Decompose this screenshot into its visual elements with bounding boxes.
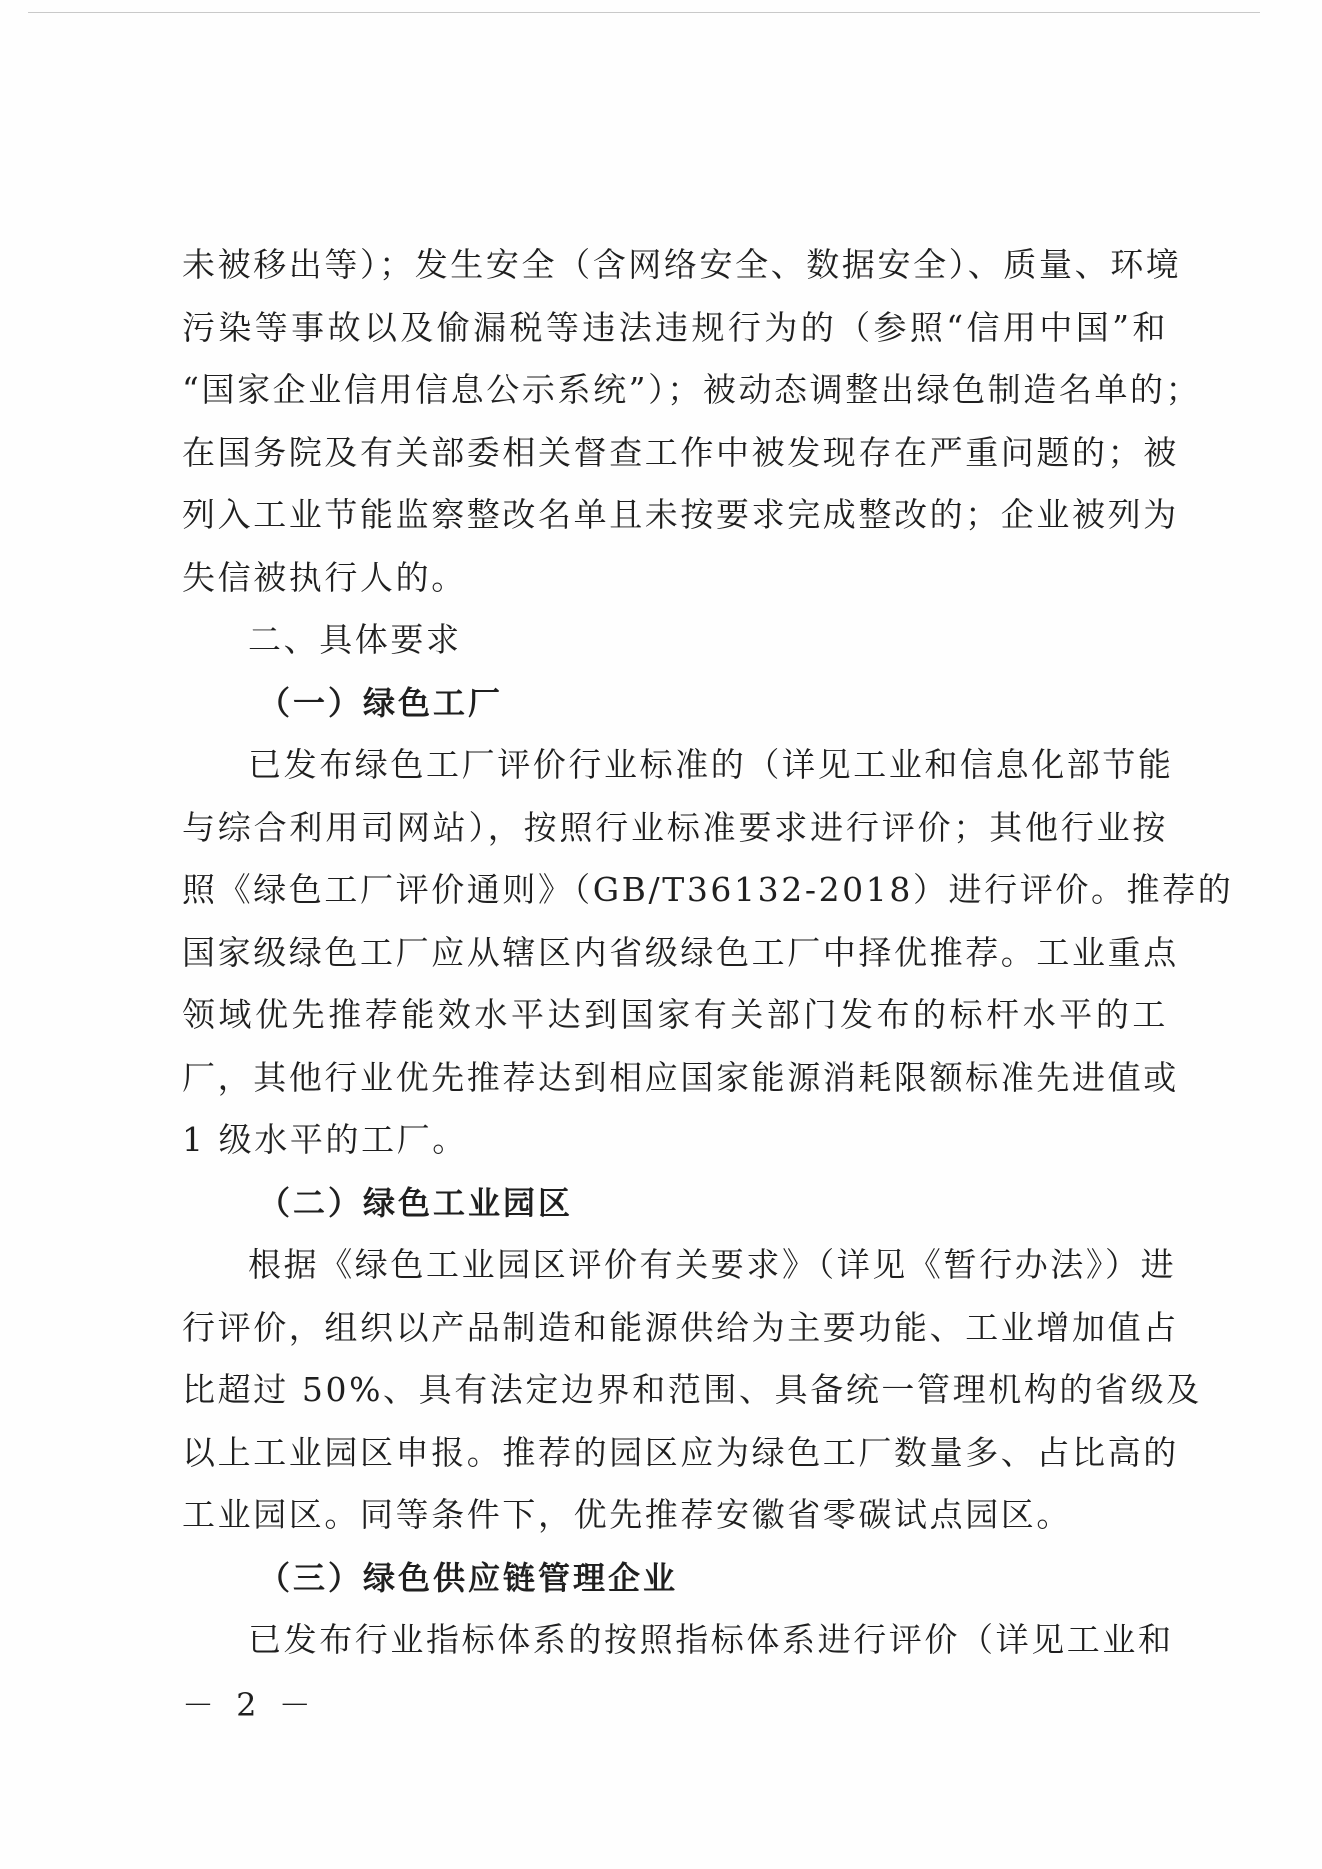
paragraph-line: 行评价，组织以产品制造和能源供给为主要功能、工业增加值占 (182, 1307, 1179, 1347)
paragraph-line: 未被移出等）；发生安全（含网络安全、数据安全）、质量、环境 (182, 245, 1182, 284)
paragraph-line: 国家级绿色工厂应从辖区内省级绿色工厂中择优推荐。工业重点 (182, 932, 1179, 972)
paragraph-line: 厂，其他行业优先推荐达到相应国家能源消耗限额标准先进值或 (182, 1057, 1179, 1097)
paragraph-line: 照《绿色工厂评价通则》（GB/T36132-2018）进行评价。推荐的 (182, 870, 1234, 909)
paragraph-line: 已发布绿色工厂评价行业标准的（详见工业和信息化部节能 (248, 745, 1174, 784)
subsection-heading-green-factory: （一）绿色工厂 (258, 683, 504, 722)
paragraph-line: 根据《绿色工业园区评价有关要求》（详见《暂行办法》）进 (248, 1245, 1177, 1284)
paragraph-line: 比超过 50%、具有法定边界和范围、具备统一管理机构的省级及 (182, 1370, 1202, 1409)
section-title: 二、具体要求 (248, 620, 462, 659)
subsection-heading-green-park: （二）绿色工业园区 (258, 1183, 574, 1222)
paragraph-line: 在国务院及有关部委相关督查工作中被发现存在严重问题的；被 (182, 432, 1179, 472)
paragraph-line: “国家企业信用信息公示系统”）；被动态调整出绿色制造名单的； (182, 370, 1202, 409)
paragraph-line: 1 级水平的工厂。 (182, 1120, 468, 1159)
paragraph-line: 以上工业园区申报。推荐的园区应为绿色工厂数量多、占比高的 (182, 1432, 1179, 1472)
paragraph-line: 污染等事故以及偷漏税等违法违规行为的（参照“信用中国”和 (182, 307, 1168, 347)
document-body (182, 234, 1234, 1672)
page-number: － 2 － (182, 1686, 317, 1724)
paragraph-line: 已发布行业指标体系的按照指标体系进行评价（详见工业和 (248, 1620, 1174, 1659)
paragraph-line: 与综合利用司网站），按照行业标准要求进行评价；其他行业按 (182, 807, 1168, 847)
subsection-heading-green-supply-chain: （三）绿色供应链管理企业 (258, 1558, 679, 1597)
paragraph-line: 工业园区。同等条件下，优先推荐安徽省零碳试点园区。 (182, 1495, 1072, 1534)
paragraph-line: 领域优先推荐能效水平达到国家有关部门发布的标杆水平的工 (182, 995, 1168, 1034)
top-divider (28, 12, 1260, 13)
paragraph-line: 列入工业节能监察整改名单且未按要求完成整改的；企业被列为 (182, 495, 1179, 534)
paragraph-line: 失信被执行人的。 (182, 557, 467, 597)
